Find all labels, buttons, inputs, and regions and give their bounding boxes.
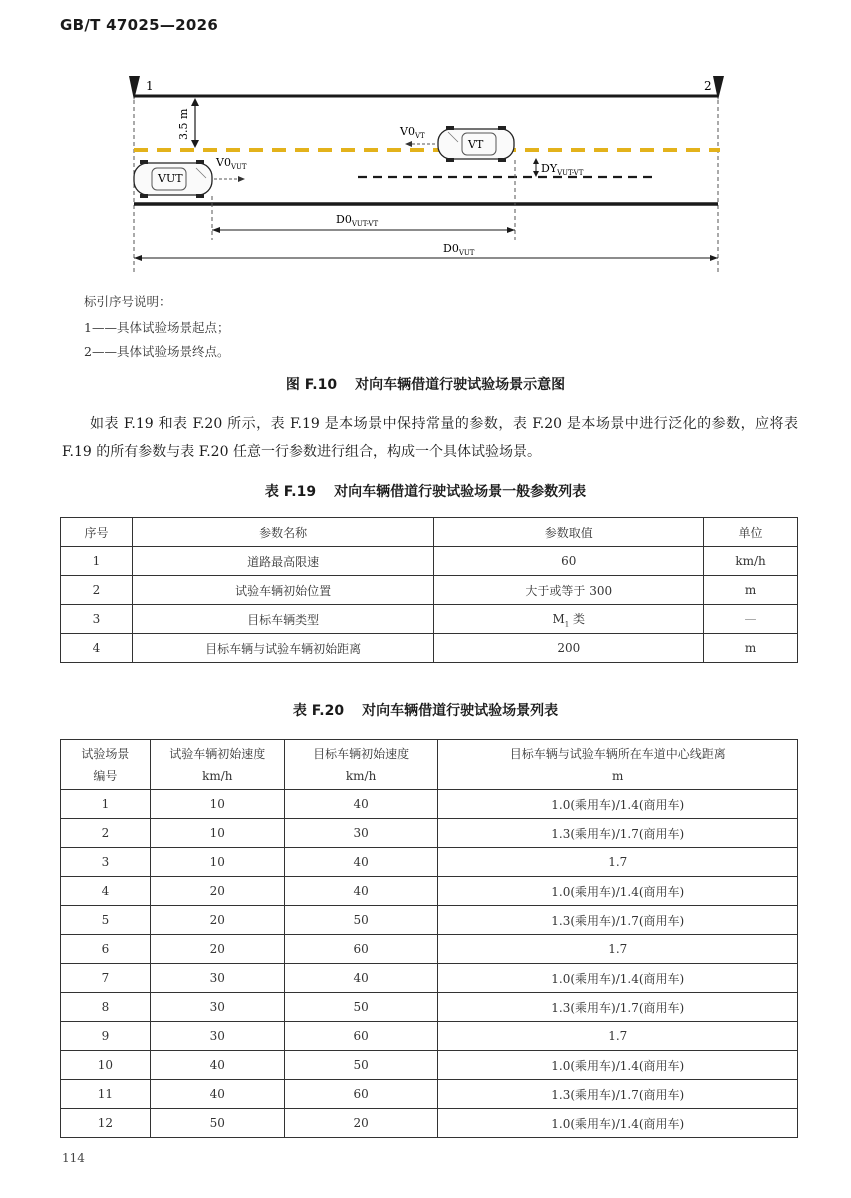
table19-cell: 目标车辆类型 <box>132 605 434 634</box>
table20-cell: 40 <box>284 790 438 819</box>
figure-title: 对向车辆借道行驶试验场景示意图 <box>355 377 566 393</box>
table20-cell: 40 <box>284 848 438 877</box>
table19-cell: — <box>704 605 798 634</box>
table20-cell: 40 <box>284 877 438 906</box>
table19-header-row <box>61 518 798 547</box>
table20-cell: 6 <box>61 935 151 964</box>
table19-title: 对向车辆借道行驶试验场景一般参数列表 <box>334 484 587 500</box>
table20 <box>60 739 798 1138</box>
table20-cell: 20 <box>150 906 284 935</box>
table19-header-no: 序号 <box>61 518 133 547</box>
table20-header-scenario: 试验场景 编号 <box>61 740 151 790</box>
table20-cell: 12 <box>61 1109 151 1138</box>
table20-cell: 3 <box>61 848 151 877</box>
table20-cell: 20 <box>284 1109 438 1138</box>
table20-cell: 1.0(乘用车)/1.4(商用车) <box>438 790 798 819</box>
table20-cell: 9 <box>61 1022 151 1051</box>
v0-vt-subscript: VT <box>414 132 425 140</box>
table19-cell: 目标车辆与试验车辆初始距离 <box>132 634 434 663</box>
svg-text:DYVUT-VT <box>541 162 584 177</box>
d0-vut-vt-label: D0 <box>336 213 352 226</box>
table19-number: 表 F.19 <box>264 484 317 500</box>
table19-cell: m <box>704 576 798 605</box>
table20-cell: 50 <box>150 1109 284 1138</box>
svg-text:D0VUT <box>443 242 475 257</box>
vehicle-class-sub: 1 <box>564 620 570 629</box>
table19-cell: km/h <box>704 547 798 576</box>
table-row <box>61 935 798 964</box>
table20-cell: 40 <box>150 1051 284 1080</box>
body-paragraph: 如表 F.19 和表 F.20 所示，表 F.19 是本场景中保持常量的参数，表 F.20 是本场景中进行泛化的参数，应将表 F.19 的所有参数与表 F.20 任意一行参数进行组合，构成一个具体试验场景。 <box>62 416 798 460</box>
table20-cell: 2 <box>61 819 151 848</box>
table19-cell: 1 <box>61 547 133 576</box>
vehicle-class-suffix: 类 <box>569 611 586 626</box>
v0-vut-label: V0 <box>216 156 231 169</box>
lane-width-label: 3.5 m <box>177 108 190 140</box>
table20-cell: 1.3(乘用车)/1.7(商用车) <box>438 1080 798 1109</box>
table-row <box>61 1080 798 1109</box>
table20-cell: 11 <box>61 1080 151 1109</box>
table-row <box>61 993 798 1022</box>
table20-caption <box>0 700 851 720</box>
table-row <box>61 1051 798 1080</box>
table20-cell: 4 <box>61 877 151 906</box>
start-label: 1 <box>146 79 154 93</box>
table-row <box>61 877 798 906</box>
table19-cell: 大于或等于 300 <box>434 576 704 605</box>
table20-cell: 30 <box>150 964 284 993</box>
table-row <box>61 848 798 877</box>
dy-label: DY <box>541 162 558 175</box>
legend-title: 标引序号说明： <box>84 294 172 309</box>
table20-cell: 5 <box>61 906 151 935</box>
table19-cell: 200 <box>434 634 704 663</box>
vt-label: VT <box>468 138 484 151</box>
scenario-diagram <box>0 60 851 285</box>
table-row <box>61 1022 798 1051</box>
table-row <box>61 819 798 848</box>
table20-cell: 1 <box>61 790 151 819</box>
standard-number-header: GB/T 47025—2026 <box>60 16 219 34</box>
table19 <box>60 517 798 663</box>
table19-cell <box>434 605 704 634</box>
v0-vt-label: V0 <box>400 125 415 138</box>
table19-caption <box>0 481 851 501</box>
figure-number: 图 F.10 <box>285 377 338 393</box>
table20-cell: 1.7 <box>438 935 798 964</box>
table20-cell: 1.0(乘用车)/1.4(商用车) <box>438 877 798 906</box>
table20-cell: 1.0(乘用车)/1.4(商用车) <box>438 1051 798 1080</box>
v0-vut-subscript: VUT <box>230 163 247 171</box>
legend-item-start: 1——具体试验场景起点； <box>84 320 230 335</box>
table-row <box>61 1109 798 1138</box>
page-number: 114 <box>62 1151 85 1165</box>
end-label: 2 <box>704 79 712 93</box>
table20-cell: 1.3(乘用车)/1.7(商用车) <box>438 819 798 848</box>
table19-cell: 4 <box>61 634 133 663</box>
legend-item-end: 2——具体试验场景终点。 <box>84 344 230 359</box>
table-row <box>61 964 798 993</box>
figure-caption <box>0 374 851 394</box>
table20-header-vt-speed: 目标车辆初始速度 km/h <box>284 740 438 790</box>
table20-cell: 50 <box>284 906 438 935</box>
table20-title: 对向车辆借道行驶试验场景列表 <box>362 703 559 719</box>
table20-cell: 30 <box>284 819 438 848</box>
table-row <box>61 547 798 576</box>
table20-cell: 8 <box>61 993 151 1022</box>
table20-cell: 60 <box>284 1022 438 1051</box>
table20-cell: 1.7 <box>438 1022 798 1051</box>
table-row <box>61 634 798 663</box>
table-row <box>61 790 798 819</box>
table20-cell: 40 <box>284 964 438 993</box>
table-row <box>61 576 798 605</box>
table20-header-vut-speed: 试验车辆初始速度 km/h <box>150 740 284 790</box>
table20-cell: 7 <box>61 964 151 993</box>
table20-cell: 10 <box>150 790 284 819</box>
svg-text:D0VUT-VT <box>336 213 378 228</box>
d0-vut-label: D0 <box>443 242 459 255</box>
vehicle-class-main: M <box>552 611 565 626</box>
table20-cell: 10 <box>150 848 284 877</box>
table19-cell: 2 <box>61 576 133 605</box>
table20-cell: 10 <box>150 819 284 848</box>
table19-cell: 道路最高限速 <box>132 547 434 576</box>
table20-body <box>61 790 798 1138</box>
table19-cell: 60 <box>434 547 704 576</box>
table20-header-lateral-distance: 目标车辆与试验车辆所在车道中心线距离 m <box>438 740 798 790</box>
table20-cell: 60 <box>284 935 438 964</box>
table19-cell: 3 <box>61 605 133 634</box>
table20-cell: 1.0(乘用车)/1.4(商用车) <box>438 1109 798 1138</box>
table20-cell: 1.3(乘用车)/1.7(商用车) <box>438 993 798 1022</box>
table20-cell: 30 <box>150 1022 284 1051</box>
table20-cell: 20 <box>150 935 284 964</box>
table19-header-unit: 单位 <box>704 518 798 547</box>
table20-cell: 60 <box>284 1080 438 1109</box>
table-row <box>61 906 798 935</box>
table20-number: 表 F.20 <box>292 703 345 719</box>
d0-vut-vt-subscript: VUT-VT <box>351 220 379 228</box>
table20-cell: 50 <box>284 993 438 1022</box>
table19-cell: m <box>704 634 798 663</box>
table19-header-value: 参数取值 <box>434 518 704 547</box>
table20-cell: 10 <box>61 1051 151 1080</box>
table-row <box>61 605 798 634</box>
svg-text:V0VUT <box>215 156 247 171</box>
table19-cell: 试验车辆初始位置 <box>132 576 434 605</box>
table20-cell: 30 <box>150 993 284 1022</box>
table20-header-row <box>61 740 798 790</box>
dy-subscript: VUT-VT <box>557 169 584 177</box>
table20-cell: 20 <box>150 877 284 906</box>
table20-cell: 1.7 <box>438 848 798 877</box>
table20-cell: 40 <box>150 1080 284 1109</box>
table20-cell: 1.3(乘用车)/1.7(商用车) <box>438 906 798 935</box>
d0-vut-subscript: VUT <box>458 249 475 257</box>
table20-cell: 1.0(乘用车)/1.4(商用车) <box>438 964 798 993</box>
table19-header-name: 参数名称 <box>132 518 434 547</box>
vut-label: VUT <box>158 172 183 185</box>
svg-text:V0VT <box>399 125 425 140</box>
table20-cell: 50 <box>284 1051 438 1080</box>
